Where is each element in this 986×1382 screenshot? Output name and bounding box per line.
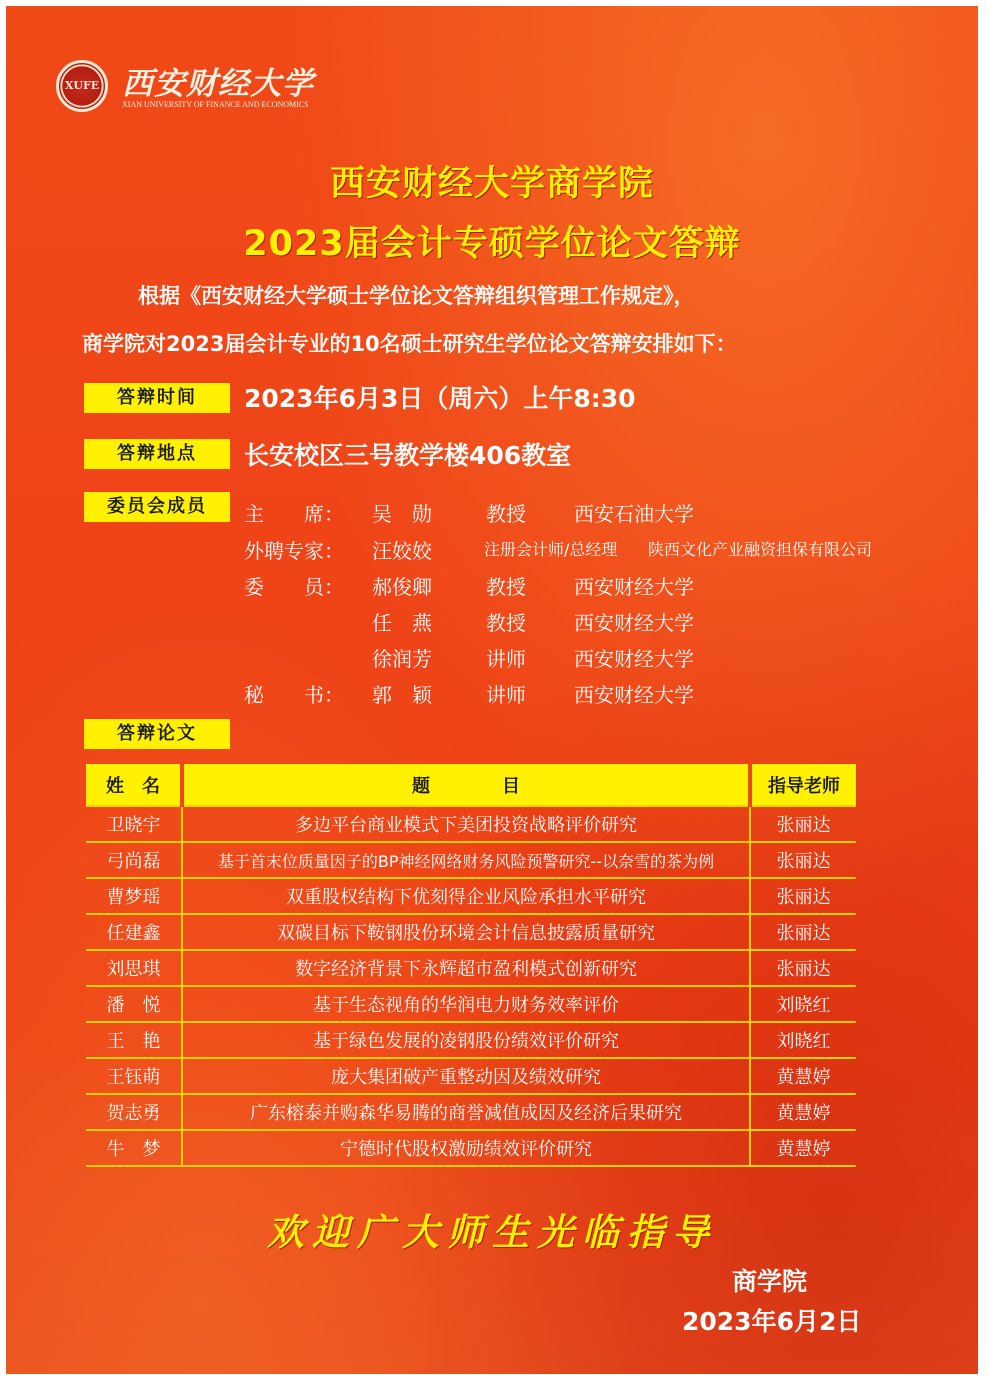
table-row	[86, 950, 856, 986]
member-org: 西安石油大学	[574, 502, 694, 526]
thesis-title: 基于绿色发展的凌钢股份绩效评价研究	[182, 1022, 750, 1058]
welcome-slogan: 欢迎广大师生光临指导	[267, 1210, 717, 1254]
time-label: 答辩时间	[84, 383, 230, 413]
thesis-title: 双重股权结构下优刻得企业风险承担水平研究	[182, 878, 750, 914]
thesis-title: 基于首末位质量因子的BP神经网络财务风险预警研究--以奈雪的茶为例	[182, 842, 750, 878]
member-role: 主 席：	[244, 502, 344, 526]
advisor-name: 刘晓红	[750, 986, 856, 1022]
member-name: 吴 勋	[372, 502, 432, 526]
advisor-name: 张丽达	[750, 914, 856, 950]
intro-line1: 根据《西安财经大学硕士学位论文答辩组织管理工作规定》，	[138, 284, 695, 308]
student-name: 曹梦瑶	[86, 878, 182, 914]
university-name-cn: 西安财经大学	[122, 66, 314, 102]
poster	[6, 6, 978, 1374]
member-name: 汪姣姣	[372, 539, 432, 563]
table-row	[86, 1022, 856, 1058]
table-row	[86, 1094, 856, 1130]
committee-label: 委员会成员	[84, 492, 230, 522]
member-role: 秘 书：	[244, 683, 344, 707]
member-title: 讲师	[486, 683, 526, 707]
thesis-title: 双碳目标下鞍钢股份环境会计信息披露质量研究	[182, 914, 750, 950]
member-org: 西安财经大学	[574, 683, 694, 707]
student-name: 王 艳	[86, 1022, 182, 1058]
table-row	[86, 1058, 856, 1094]
member-title: 注册会计师/总经理	[484, 540, 618, 559]
member-title: 教授	[486, 502, 526, 526]
table-row	[86, 914, 856, 950]
member-org: 西安财经大学	[574, 575, 694, 599]
place-value: 长安校区三号教学楼406教室	[244, 441, 572, 470]
member-role: 外聘专家：	[244, 539, 344, 563]
advisor-name: 张丽达	[750, 806, 856, 842]
member-role: 委 员：	[244, 575, 344, 599]
poster-title-line1: 西安财经大学商学院	[329, 164, 654, 204]
table-row	[86, 986, 856, 1022]
advisor-name: 张丽达	[750, 950, 856, 986]
intro-line2: 商学院对2023届会计专业的10名硕士研究生学位论文答辩安排如下：	[82, 332, 737, 356]
time-value: 2023年6月3日（周六）上午8:30	[244, 384, 636, 413]
member-name: 郭 颖	[372, 683, 432, 707]
member-title: 教授	[486, 611, 526, 635]
university-seal-icon: XUFE	[56, 60, 108, 112]
advisor-name: 黄慧婷	[750, 1094, 856, 1130]
thesis-title: 数字经济背景下永辉超市盈利模式创新研究	[182, 950, 750, 986]
table-row	[86, 878, 856, 914]
thesis-title: 多边平台商业模式下美团投资战略评价研究	[182, 806, 750, 842]
student-name: 潘 悦	[86, 986, 182, 1022]
advisor-name: 张丽达	[750, 878, 856, 914]
table-header-row	[86, 764, 856, 806]
table-row	[86, 806, 856, 842]
advisor-name: 黄慧婷	[750, 1130, 856, 1166]
advisor-name: 黄慧婷	[750, 1058, 856, 1094]
table-row	[86, 842, 856, 878]
thesis-title: 宁德时代股权激励绩效评价研究	[182, 1130, 750, 1166]
header-title: 题 目	[182, 764, 750, 806]
thesis-title: 基于生态视角的华润电力财务效率评价	[182, 986, 750, 1022]
student-name: 任建鑫	[86, 914, 182, 950]
student-name: 弓尚磊	[86, 842, 182, 878]
student-name: 贺志勇	[86, 1094, 182, 1130]
university-logo	[56, 58, 326, 118]
thesis-table	[86, 764, 856, 1167]
student-name: 卫晓宇	[86, 806, 182, 842]
university-name-en: XIAN UNIVERSITY OF FINANCE AND ECONOMICS	[122, 100, 309, 109]
member-title: 教授	[486, 575, 526, 599]
poster-title-line2: 2023届会计专硕学位论文答辩	[243, 224, 741, 264]
header-name: 姓 名	[86, 764, 182, 806]
advisor-name: 张丽达	[750, 842, 856, 878]
place-label: 答辩地点	[84, 439, 230, 469]
student-name: 牛 梦	[86, 1130, 182, 1166]
student-name: 刘思琪	[86, 950, 182, 986]
member-org: 陕西文化产业融资担保有限公司	[648, 540, 873, 559]
member-title: 讲师	[486, 647, 526, 671]
signature-date: 2023年6月2日	[682, 1307, 862, 1336]
student-name: 王钰萌	[86, 1058, 182, 1094]
table-row	[86, 1130, 856, 1166]
thesis-label: 答辩论文	[84, 719, 230, 749]
thesis-title: 庞大集团破产重整动因及绩效研究	[182, 1058, 750, 1094]
member-name: 任 燕	[372, 611, 432, 635]
member-name: 郝俊卿	[372, 575, 432, 599]
thesis-title: 广东榕泰并购森华易腾的商誉减值成因及经济后果研究	[182, 1094, 750, 1130]
member-name: 徐润芳	[372, 647, 432, 671]
member-org: 西安财经大学	[574, 611, 694, 635]
advisor-name: 刘晓红	[750, 1022, 856, 1058]
header-advisor: 指导老师	[750, 764, 856, 806]
member-org: 西安财经大学	[574, 647, 694, 671]
signature-dept: 商学院	[732, 1267, 808, 1296]
